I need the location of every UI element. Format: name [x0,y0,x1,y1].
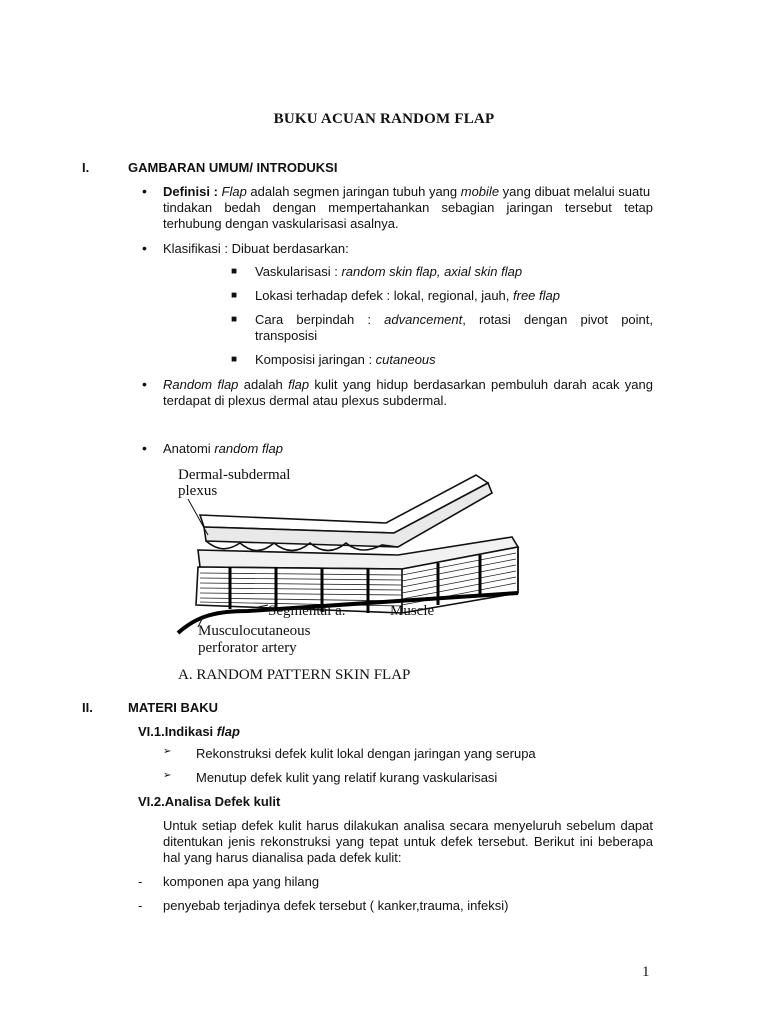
klasifikasi-item-cara [255,312,653,328]
definisi-line-2: tindakan bedah dengan mempertahankan sebagian jaringan tersebut tetap [163,200,653,215]
section-2-numeral: II. [82,700,93,715]
definisi-em-2: mobile [460,184,500,199]
figure-caption: A. RANDOM PATTERN SKIN FLAP [178,667,411,683]
random-flap-figure [158,455,538,695]
page-title: BUKU ACUAN RANDOM FLAP [273,111,495,127]
section-2-heading: MATERI BAKU [128,700,219,715]
klasifikasi-item-label: Komposisi jaringan : [255,352,376,367]
definisi-em-1: Flap [221,184,247,199]
analisa-paragraph-line-2: ditentukan jenis rekonstruksi yang tepat untuk defek tersebut. Berikut ini beberapa [163,834,653,849]
klasifikasi-label: Klasifikasi : Dibuat berdasarkan: [163,241,349,256]
figure-label-plexus-1: Dermal-subdermal [178,467,291,483]
analisa-paragraph-line-1: Untuk setiap defek kulit harus dilakukan analisa secara menyeluruh sebelum dapat [163,818,653,833]
section-1-heading: GAMBARAN UMUM/ INTRODUKSI [128,160,338,175]
arrow-bullet-icon: ➢ [163,770,172,781]
anatomi-em: random flap [214,441,283,456]
subsection-number: VI.1. [138,724,165,739]
subsection-em: flap [216,724,240,739]
definisi-line-1 [163,184,650,200]
klasifikasi-item-label: Cara berpindah : [255,312,385,327]
square-bullet-icon: ■ [231,314,238,325]
bullet-icon: • [142,183,147,199]
klasifikasi-item-value: random skin flap, axial skin flap [341,264,523,279]
subsection-number: VI.2. [138,794,165,809]
klasifikasi-item-label: Vaskularisasi : [255,264,342,279]
random-flap-em-2: flap [288,377,310,392]
analisa-paragraph-line-3: hal yang harus dianalisa pada defek kulit: [163,850,402,865]
page-number: 1 [642,964,650,980]
bullet-icon: • [142,240,147,256]
dash-item: penyebab terjadinya defek tersebut ( kanker,trauma, infeksi) [163,898,509,913]
definisi-line-3: terhubung dengan vaskularisasi asalnya. [163,216,399,231]
figure-label-segmental: Segmental a. [268,603,346,619]
subsection-analisa-heading [138,794,280,810]
arrow-bullet-icon: ➢ [163,746,172,757]
anatomi-label: Anatomi [163,441,215,456]
indikasi-item: Menutup defek kulit yang relatif kurang vaskularisasi [196,770,498,785]
klasifikasi-item-label: Lokasi terhadap defek : [255,288,394,303]
definisi-text-1: adalah segmen jaringan tubuh yang [246,184,461,199]
klasifikasi-item-value-em: free flap [513,288,560,303]
figure-label-muscle: Muscle [390,603,435,619]
definisi-label: Definisi : [163,184,222,199]
bullet-icon: • [142,376,147,392]
klasifikasi-item-komposisi [255,352,436,368]
klasifikasi-item-lokasi [255,288,560,304]
bullet-icon: • [142,440,147,456]
square-bullet-icon: ■ [231,290,238,301]
random-flap-text-1: adalah [238,377,289,392]
random-flap-text-2: kulit yang hidup berdasarkan pembuluh darah acak yang [309,377,654,392]
klasifikasi-item-cara-line-2: transposisi [255,328,318,343]
square-bullet-icon: ■ [231,354,238,365]
dash-icon: - [138,874,143,889]
random-flap-line-2: terdapat di plexus dermal atau plexus subdermal. [163,393,447,408]
subsection-label: Indikasi [164,724,217,739]
klasifikasi-item-value-em: advancement [384,312,463,327]
square-bullet-icon: ■ [231,266,238,277]
random-flap-illustration [158,455,538,695]
figure-label-perforator-2: perforator artery [198,640,297,656]
klasifikasi-item-vaskularisasi [255,264,522,280]
klasifikasi-item-value: , rotasi dengan pivot point, [462,312,654,327]
figure-label-plexus-2: plexus [178,483,218,499]
random-flap-line-1 [163,377,653,393]
klasifikasi-item-value: lokal, regional, jauh, [393,288,514,303]
random-flap-em-1: Random flap [163,377,239,392]
klasifikasi-item-value: cutaneous [375,352,436,367]
indikasi-item: Rekonstruksi defek kulit lokal dengan jaringan yang serupa [196,746,536,761]
dash-icon: - [138,898,143,913]
subsection-label: Analisa Defek kulit [164,794,281,809]
figure-label-perforator-1: Musculocutaneous [198,623,311,639]
subsection-indikasi-heading [138,724,240,740]
dash-item: komponen apa yang hilang [163,874,320,889]
section-1-numeral: I. [82,160,90,175]
definisi-text-2: yang dibuat melalui suatu [499,184,651,199]
